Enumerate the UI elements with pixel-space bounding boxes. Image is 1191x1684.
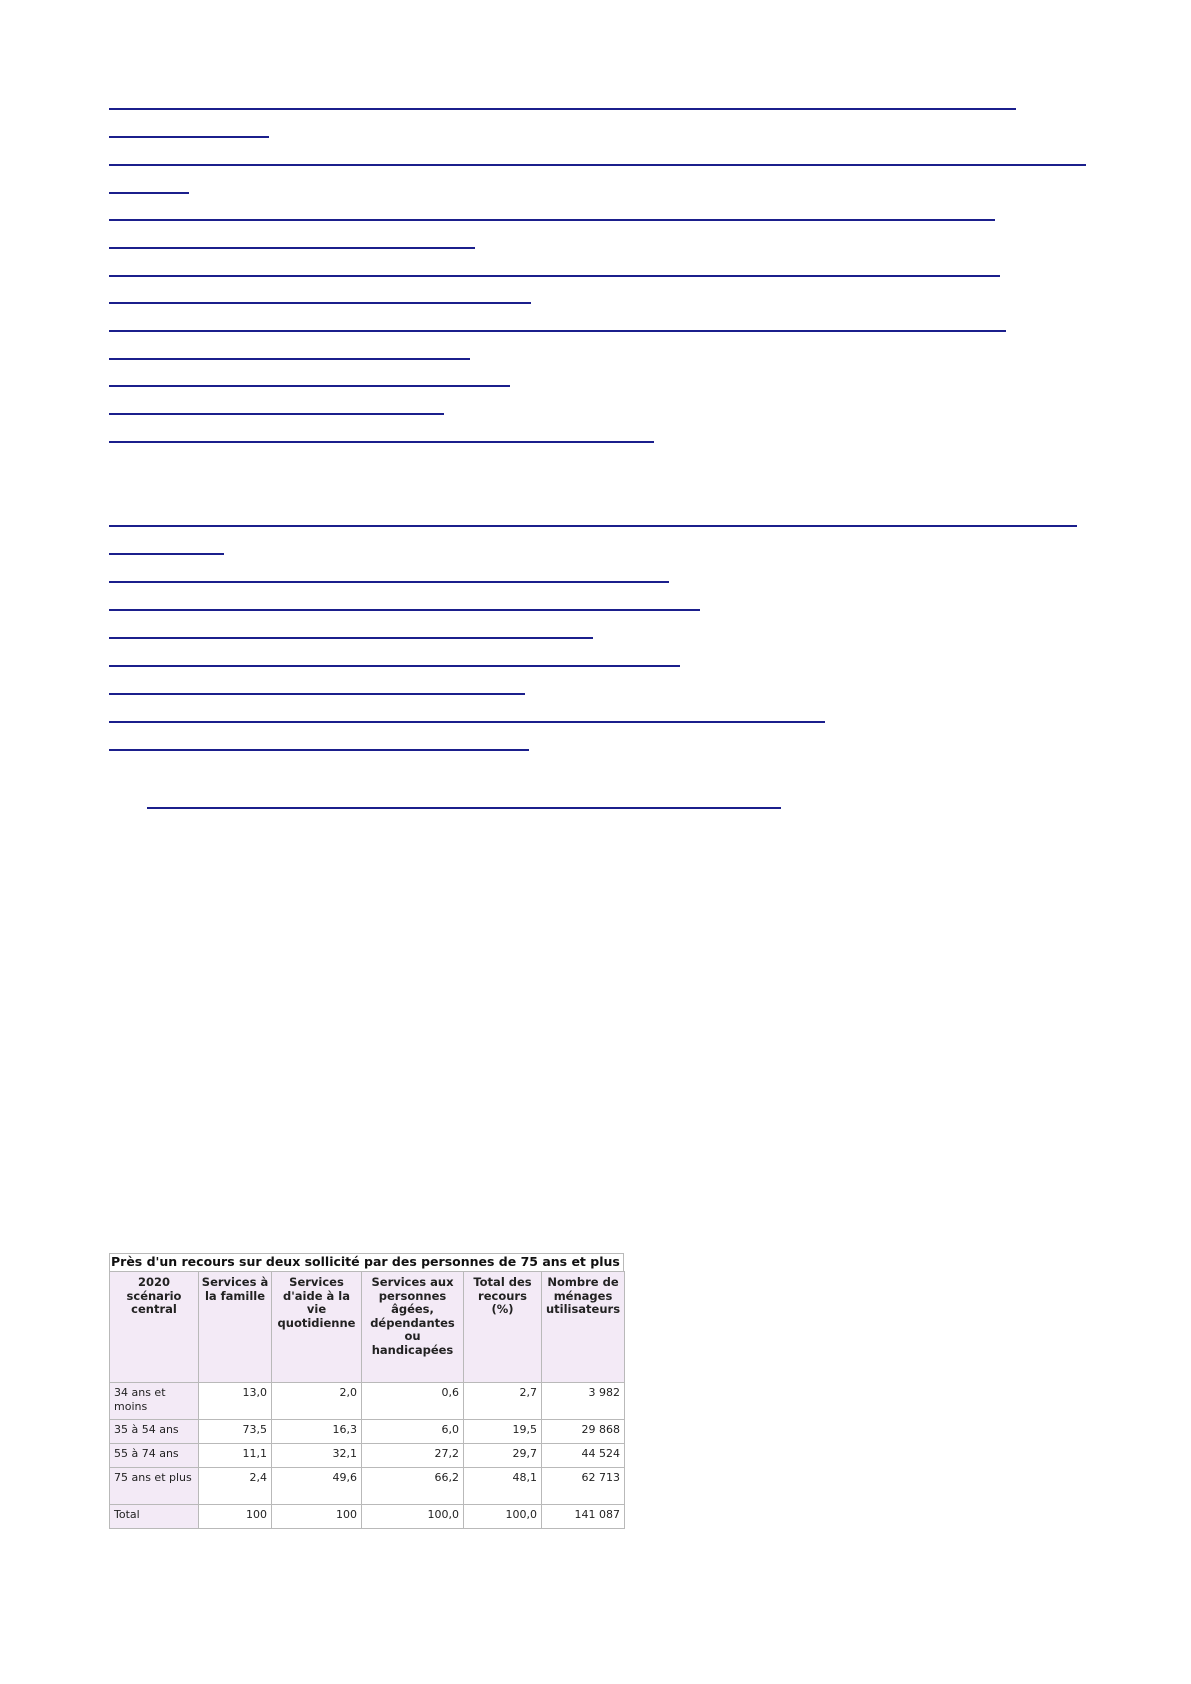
hyperlink-underline[interactable] — [109, 581, 669, 583]
hyperlink-underline[interactable] — [109, 164, 1086, 166]
stats-table-container — [109, 1253, 624, 1529]
hyperlink-underline[interactable] — [109, 385, 510, 387]
table-cell: 66,2 — [362, 1468, 464, 1505]
table-cell: 73,5 — [199, 1420, 272, 1444]
table-cell: 2,0 — [272, 1383, 362, 1420]
table-cell: 2,4 — [199, 1468, 272, 1505]
table-row — [110, 1383, 625, 1420]
table-cell: 100 — [199, 1505, 272, 1529]
table-row — [110, 1444, 625, 1468]
col-header-personnes-agees: Services aux personnes âgées, dépendantes ou handicapées — [362, 1272, 464, 1383]
table-cell: 100,0 — [464, 1505, 542, 1529]
hyperlink-underline[interactable] — [109, 441, 654, 443]
table-cell: 100 — [272, 1505, 362, 1529]
header-row — [110, 1272, 625, 1383]
table-cell: 11,1 — [199, 1444, 272, 1468]
table-cell: 16,3 — [272, 1420, 362, 1444]
table-cell: 3 982 — [542, 1383, 625, 1420]
table-cell: 0,6 — [362, 1383, 464, 1420]
table-cell: 141 087 — [542, 1505, 625, 1529]
col-header-nombre-menages: Nombre de ménages utilisateurs — [542, 1272, 625, 1383]
hyperlink-underline[interactable] — [109, 275, 1000, 277]
hyperlink-underline[interactable] — [109, 637, 593, 639]
hyperlink-underline[interactable] — [109, 358, 470, 360]
hyperlink-underline[interactable] — [109, 330, 1006, 332]
table-row-total — [110, 1505, 625, 1529]
stats-table — [109, 1271, 625, 1529]
col-header-scenario: 2020 scénario central — [110, 1272, 199, 1383]
table-caption: Près d'un recours sur deux sollicité par des personnes de 75 ans et plus — [109, 1253, 624, 1271]
hyperlink-underline[interactable] — [109, 749, 529, 751]
hyperlink-underline[interactable] — [109, 192, 189, 194]
hyperlink-underline[interactable] — [147, 807, 781, 809]
col-header-total-recours: Total des recours (%) — [464, 1272, 542, 1383]
row-label: 34 ans et moins — [110, 1383, 199, 1420]
hyperlink-underline[interactable] — [109, 302, 531, 304]
table-cell: 19,5 — [464, 1420, 542, 1444]
hyperlink-underline[interactable] — [109, 219, 995, 221]
hyperlink-underline[interactable] — [109, 665, 680, 667]
col-header-vie-quotidienne: Services d'aide à la vie quotidienne — [272, 1272, 362, 1383]
table-cell: 100,0 — [362, 1505, 464, 1529]
hyperlink-underline[interactable] — [109, 136, 269, 138]
hyperlink-underline[interactable] — [109, 721, 825, 723]
hyperlink-underline[interactable] — [109, 553, 224, 555]
table-cell: 44 524 — [542, 1444, 625, 1468]
table-cell: 62 713 — [542, 1468, 625, 1505]
row-label: 55 à 74 ans — [110, 1444, 199, 1468]
row-label: 75 ans et plus — [110, 1468, 199, 1505]
row-label: 35 à 54 ans — [110, 1420, 199, 1444]
table-cell: 29 868 — [542, 1420, 625, 1444]
table-cell: 2,7 — [464, 1383, 542, 1420]
table-cell: 49,6 — [272, 1468, 362, 1505]
table-cell: 6,0 — [362, 1420, 464, 1444]
table-cell: 32,1 — [272, 1444, 362, 1468]
hyperlink-underline[interactable] — [109, 247, 475, 249]
hyperlink-underline[interactable] — [109, 108, 1016, 110]
table-row — [110, 1468, 625, 1505]
hyperlink-underline[interactable] — [109, 413, 444, 415]
hyperlink-underline[interactable] — [109, 609, 700, 611]
table-cell: 13,0 — [199, 1383, 272, 1420]
table-cell: 29,7 — [464, 1444, 542, 1468]
row-label: Total — [110, 1505, 199, 1529]
table-cell: 27,2 — [362, 1444, 464, 1468]
hyperlink-underline[interactable] — [109, 525, 1077, 527]
hyperlink-underline[interactable] — [109, 693, 525, 695]
table-row — [110, 1420, 625, 1444]
col-header-famille: Services à la famille — [199, 1272, 272, 1383]
table-cell: 48,1 — [464, 1468, 542, 1505]
